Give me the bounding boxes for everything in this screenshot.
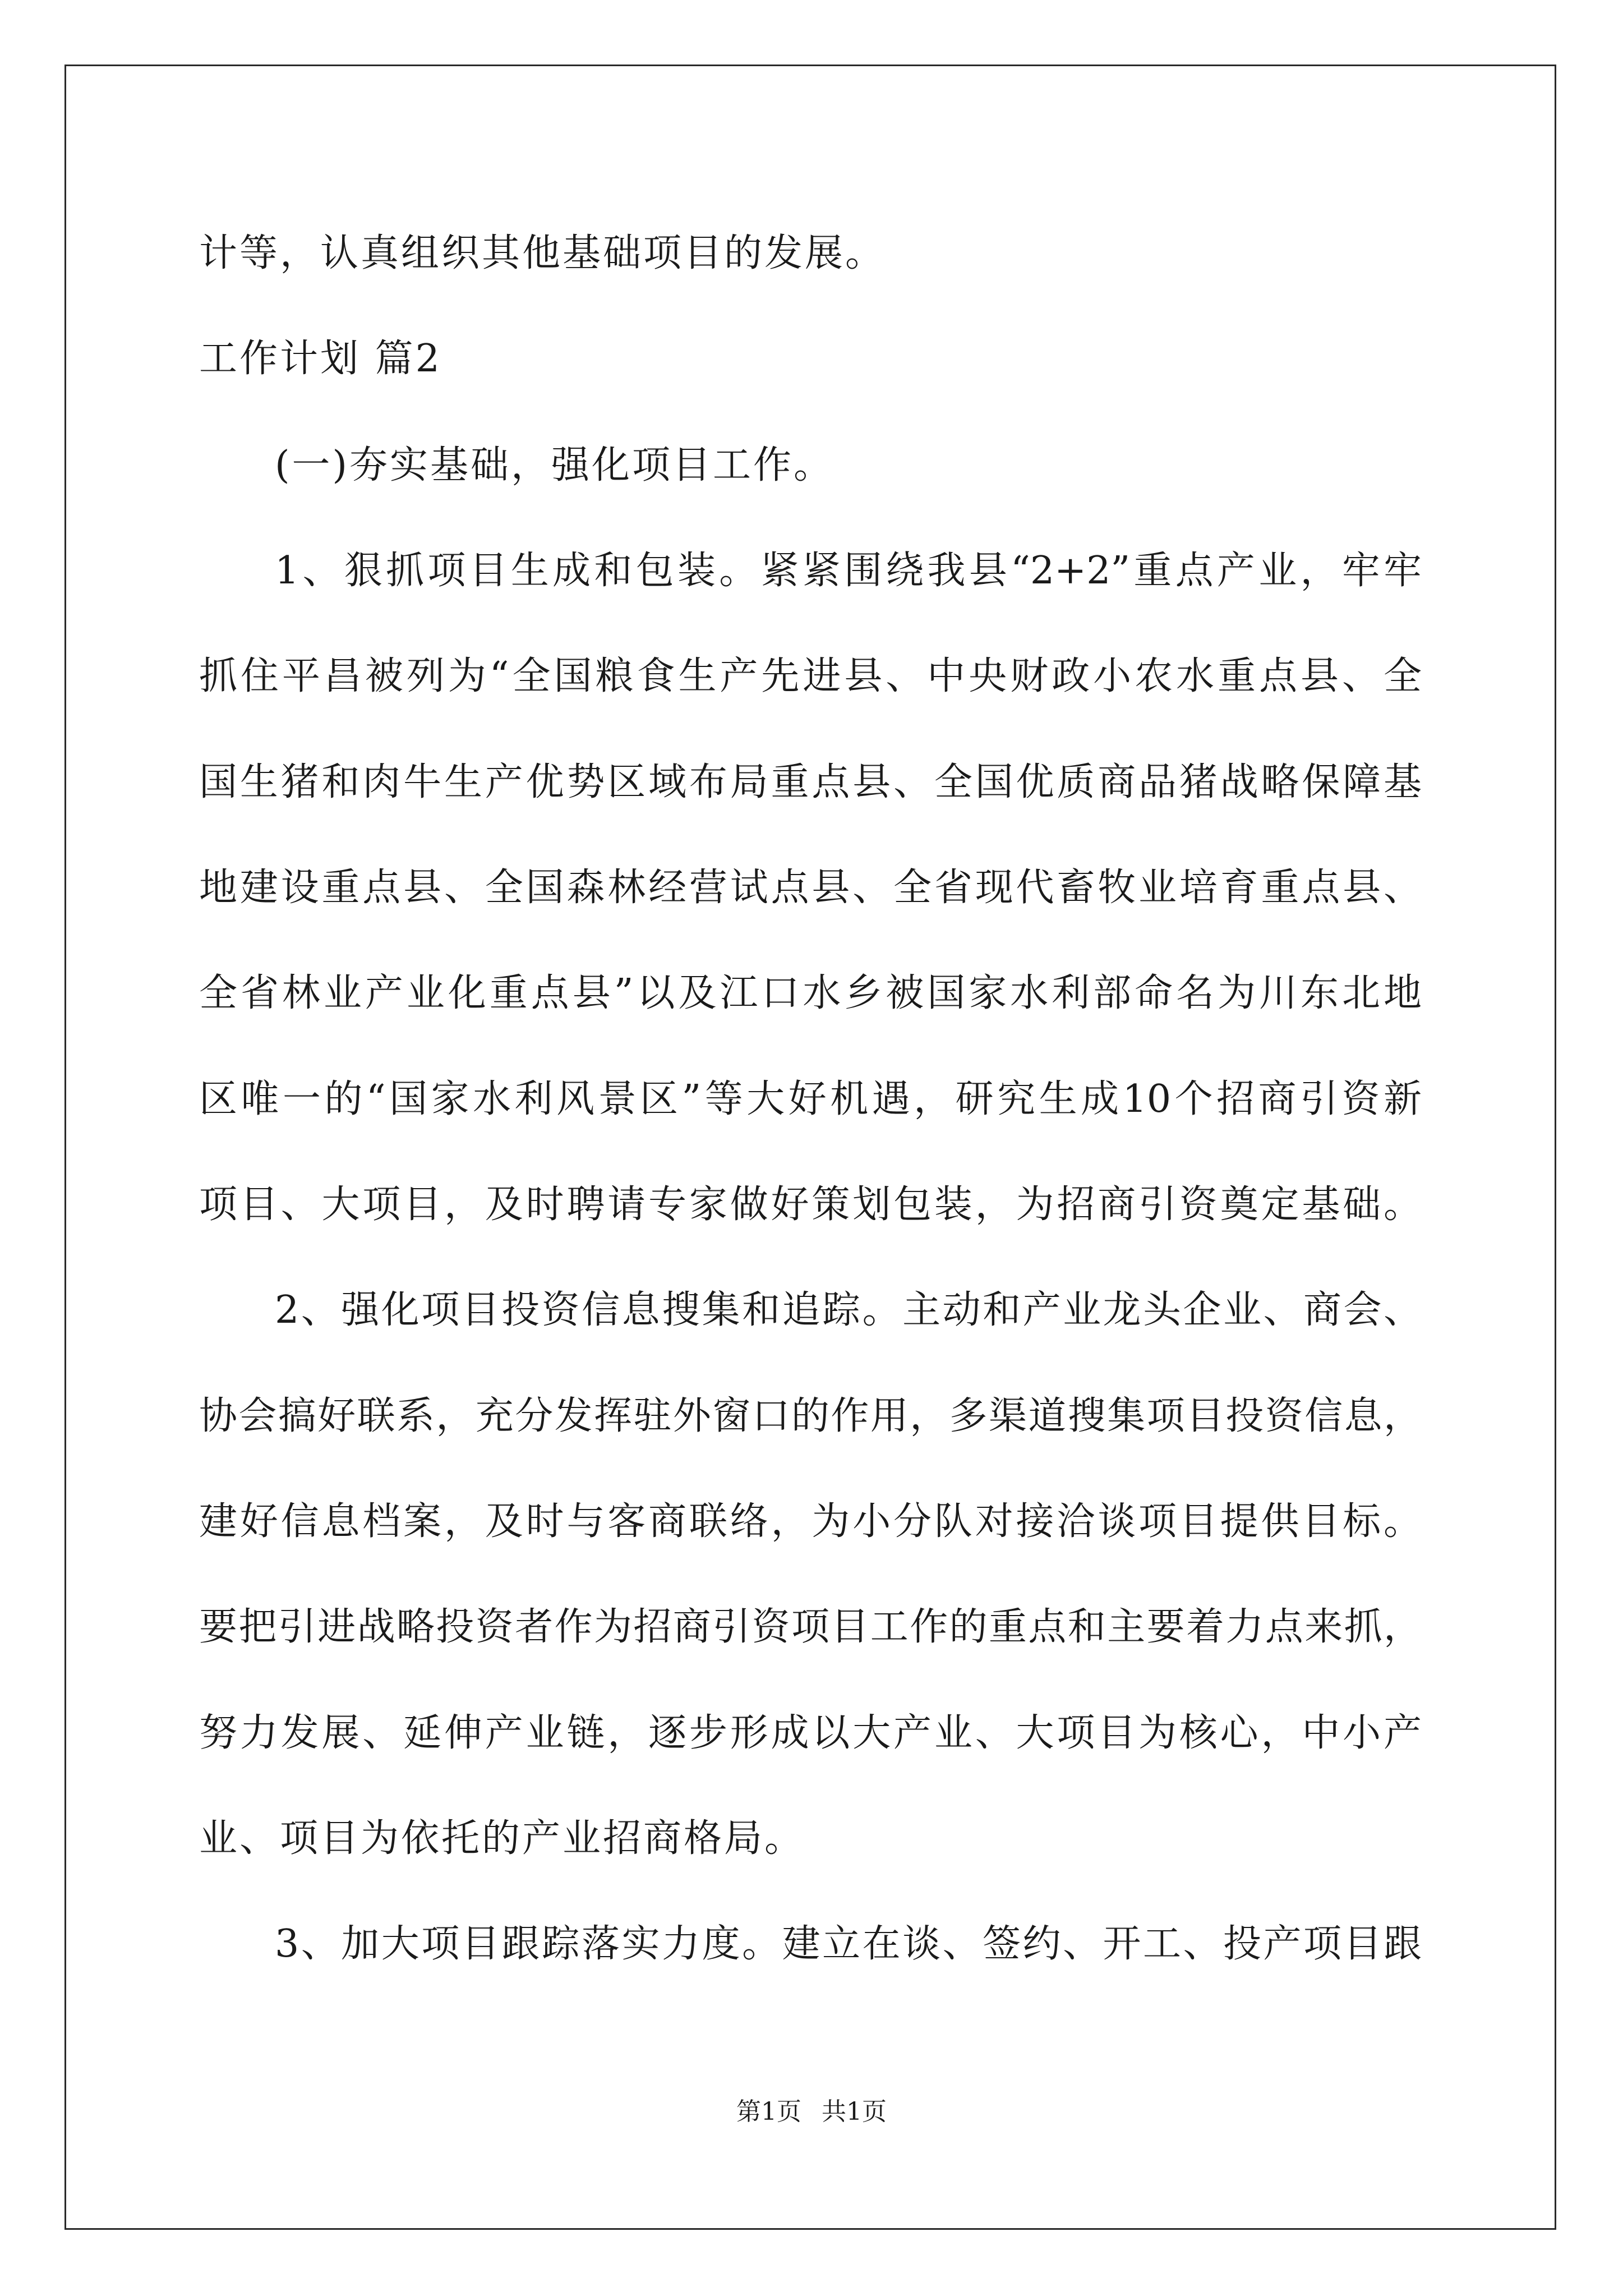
- text-line: 区唯一的“国家水利风景区”等大好机遇，研究生成10个招商引资新: [199, 1077, 1422, 1121]
- text-line: 地建设重点县、全国森林经营试点县、全省现代畜牧业培育重点县、: [199, 866, 1422, 910]
- subsection-heading: (一)夯实基础，强化项目工作。: [275, 443, 834, 487]
- section-heading: 工作计划 篇2: [199, 337, 442, 381]
- text-line: 1、狠抓项目生成和包装。紧紧围绕我县“2+2”重点产业，牢牢: [275, 549, 1422, 593]
- text-line: 项目、大项目，及时聘请专家做好策划包装，为招商引资奠定基础。: [199, 1182, 1422, 1227]
- page-total: 共1页: [822, 2097, 887, 2126]
- page-border: [64, 65, 1556, 2230]
- text-line: 3、加大项目跟踪落实力度。建立在谈、签约、开工、投产项目跟: [275, 1922, 1422, 1966]
- text-line: 计等，认真组织其他基础项目的发展。: [199, 231, 886, 275]
- text-line: 协会搞好联系，充分发挥驻外窗口的作用，多渠道搜集项目投资信息，: [199, 1394, 1422, 1438]
- page-number: 第1页: [736, 2097, 801, 2126]
- text-line: 2、强化项目投资信息搜集和追踪。主动和产业龙头企业、商会、: [275, 1288, 1422, 1332]
- page-footer: [0, 2096, 1623, 2128]
- text-line: 建好信息档案，及时与客商联络，为小分队对接洽谈项目提供目标。: [199, 1499, 1422, 1544]
- text-line: 全省林业产业化重点县”以及江口水乡被国家水利部命名为川东北地: [199, 971, 1422, 1015]
- text-line: 抓住平昌被列为“全国粮食生产先进县、中央财政小农水重点县、全: [199, 654, 1422, 698]
- text-line: 业、项目为依托的产业招商格局。: [199, 1816, 805, 1861]
- text-line: 努力发展、延伸产业链，逐步形成以大产业、大项目为核心，中小产: [199, 1711, 1422, 1755]
- text-line: 要把引进战略投资者作为招商引资项目工作的重点和主要着力点来抓，: [199, 1605, 1422, 1649]
- text-line: 国生猪和肉牛生产优势区域布局重点县、全国优质商品猪战略保障基: [199, 760, 1422, 804]
